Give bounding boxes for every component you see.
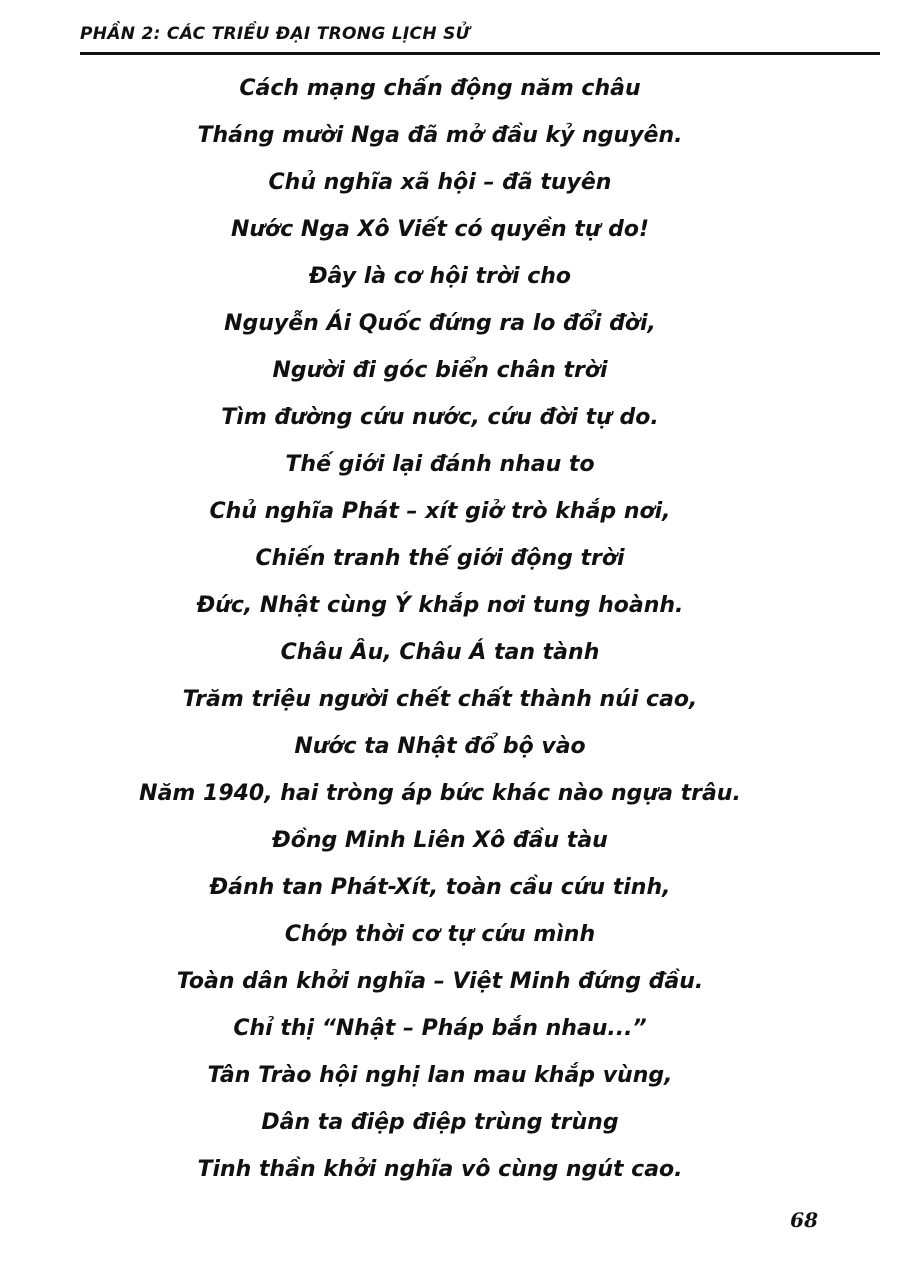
- poem-body: [80, 70, 800, 1198]
- poem-line: Dân ta điệp điệp trùng trùng: [261, 1110, 619, 1135]
- poem-line: Trăm triệu người chết chất thành núi cao,: [182, 687, 698, 712]
- page-header: [80, 22, 880, 58]
- poem-line: Chủ nghĩa Phát – xít giở trò khắp nơi,: [209, 499, 671, 524]
- poem-line: Châu Âu, Châu Á tan tành: [280, 640, 600, 665]
- poem-line: Năm 1940, hai tròng áp bức khác nào ngựa trâu.: [139, 781, 741, 806]
- poem-line: Tháng mười Nga đã mở đầu kỷ nguyên.: [197, 123, 683, 148]
- poem-line: Tân Trào hội nghị lan mau khắp vùng,: [207, 1063, 673, 1088]
- poem-line: Chớp thời cơ tự cứu mình: [284, 922, 596, 947]
- poem-line: Đức, Nhật cùng Ý khắp nơi tung hoành.: [196, 593, 684, 618]
- poem-line: Đánh tan Phát-Xít, toàn cầu cứu tinh,: [209, 875, 671, 900]
- poem-line: Nước ta Nhật đổ bộ vào: [294, 734, 586, 759]
- poem-line: Đây là cơ hội trời cho: [308, 264, 572, 289]
- poem-line: Toàn dân khởi nghĩa – Việt Minh đứng đầu.: [176, 969, 704, 994]
- poem-line: Người đi góc biển chân trời: [272, 358, 608, 383]
- header-divider: [80, 52, 880, 55]
- section-title: PHẦN 2: CÁC TRIỀU ĐẠI TRONG LỊCH SỬ: [80, 24, 470, 44]
- poem-line: Nước Nga Xô Viết có quyền tự do!: [230, 217, 650, 242]
- poem-line: Đồng Minh Liên Xô đầu tàu: [272, 828, 608, 853]
- poem-line: Cách mạng chấn động năm châu: [239, 76, 641, 101]
- page-number: 68: [790, 1208, 818, 1232]
- poem-line: Chủ nghĩa xã hội – đã tuyên: [268, 170, 612, 195]
- poem-line: Nguyễn Ái Quốc đứng ra lo đổi đời,: [224, 311, 656, 336]
- poem-line: Tìm đường cứu nước, cứu đời tự do.: [221, 405, 659, 430]
- poem-line: Chỉ thị “Nhật – Pháp bắn nhau...”: [233, 1016, 647, 1041]
- poem-line: Chiến tranh thế giới động trời: [255, 546, 625, 571]
- poem-line: Thế giới lại đánh nhau to: [285, 452, 595, 477]
- poem-line: Tinh thần khởi nghĩa vô cùng ngút cao.: [197, 1157, 683, 1182]
